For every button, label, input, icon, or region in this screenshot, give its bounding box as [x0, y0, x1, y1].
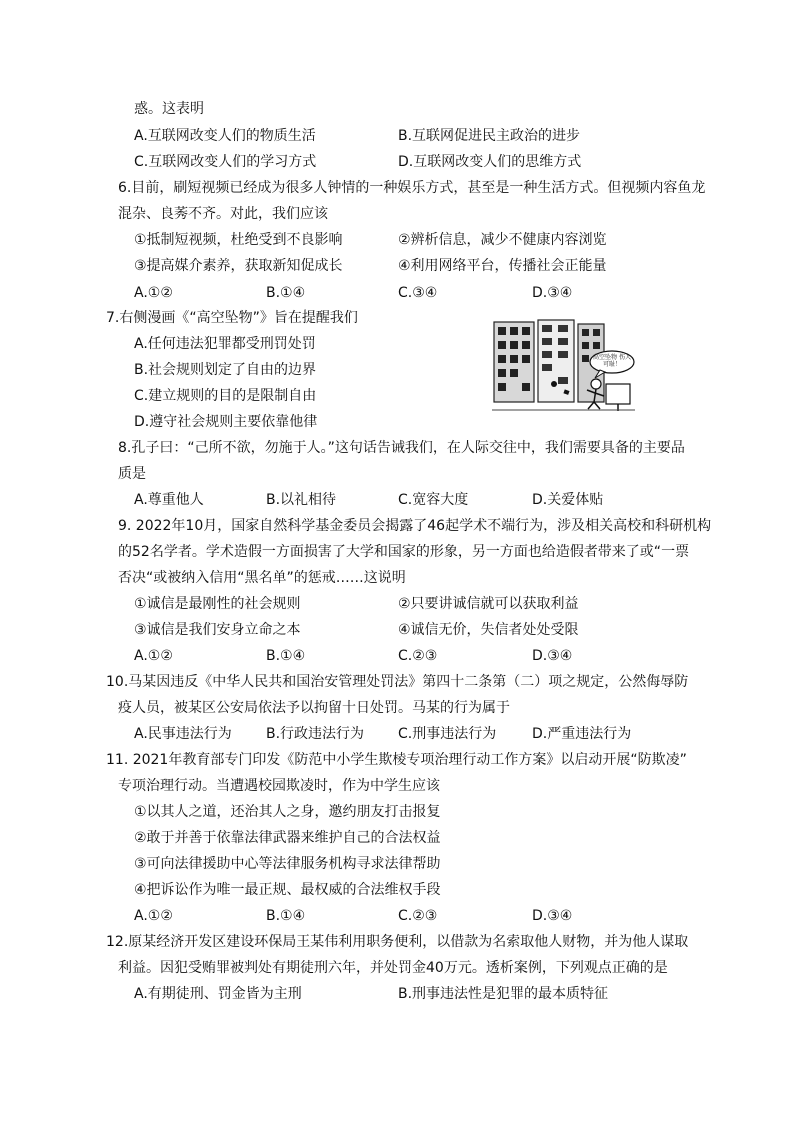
q8-stem-line-1: 8.孔子曰：“己所不欲，勿施于人。”这句话告诫我们，在人际交往中，我们需要具备的主要品 [118, 440, 685, 456]
q12-stem-line-1: 12.原某经济开发区建设环保局王某伟利用职务便利，以借款为名索取他人财物，并为他人谋取 [106, 934, 689, 950]
q6-stem-line-1: 6.目前，刷短视频已经成为很多人钟情的一种娱乐方式，甚至是一种生活方式。但视频内容鱼龙 [118, 180, 706, 196]
q7-stem: 7.右侧漫画《“高空坠物”》旨在提醒我们 [106, 310, 358, 326]
q6-option-c: C.③④ [398, 285, 438, 301]
q8-option-d: D.关爱体贴 [532, 492, 604, 508]
q11-option-c: C.②③ [398, 908, 438, 924]
q11-statement-1: ①以其人之道，还治其人之身，邀约朋友打击报复 [134, 804, 441, 820]
q5-option-d: D.互联网改变人们的思维方式 [398, 154, 582, 170]
q12-option-b: B.刑事违法性是犯罪的最本质特征 [398, 986, 609, 1002]
q11-stem-line-2: 专项治理行动。当遭遇校园欺凌时，作为中学生应该 [118, 778, 440, 794]
q9-statement-4: ④诚信无价，失信者处处受限 [398, 622, 579, 638]
q5-option-c: C.互联网改变人们的学习方式 [134, 154, 317, 170]
q9-stem-line-2: 的52名学者。学术造假一方面损害了大学和国家的形象，另一方面也给造假者带来了或“一票 [118, 544, 690, 560]
q10-option-c: C.刑事违法行为 [398, 726, 497, 742]
q6-statement-1: ①抵制短视频，杜绝受到不良影响 [134, 232, 343, 248]
q9-statement-3: ③诚信是我们安身立命之本 [134, 622, 301, 638]
q9-statement-2: ②只要讲诚信就可以获取利益 [398, 596, 579, 612]
q6-option-a: A.①② [134, 285, 173, 301]
q7-option-b: B.社会规则划定了自由的边界 [134, 362, 317, 378]
q10-option-d: D.严重违法行为 [532, 726, 632, 742]
q9-statement-1: ①诚信是最刚性的社会规则 [134, 596, 301, 612]
q11-statement-3: ③可向法律援助中心等法律服务机构寻求法律帮助 [134, 856, 441, 872]
q12-stem-line-2: 利益。因犯受贿罪被判处有期徒刑六年，并处罚金40万元。透析案例，下列观点正确的是 [118, 960, 668, 976]
q8-stem-line-2: 质是 [118, 466, 146, 482]
q5-option-a: A.互联网改变人们的物质生活 [134, 128, 316, 144]
q7-option-a: A.任何违法犯罪都受刑罚处罚 [134, 336, 316, 352]
q11-option-b: B.①④ [266, 908, 306, 924]
q7-option-c: C.建立规则的目的是限制自由 [134, 388, 317, 404]
q9-stem-line-3: 否决“或被纳入信用“黑名单”的惩戒……这说明 [118, 570, 406, 586]
q9-option-d: D.③④ [532, 648, 573, 664]
cartoon-speech-bubble-text: 高空坠物 伤人可耻！ [593, 354, 631, 368]
q6-statement-3: ③提高媒介素养，获取新知促成长 [134, 258, 343, 274]
q12-option-a: A.有期徒刑、罚金皆为主刑 [134, 986, 302, 1002]
q8-option-a: A.尊重他人 [134, 492, 204, 508]
q6-option-b: B.①④ [266, 285, 306, 301]
q10-option-a: A.民事违法行为 [134, 726, 232, 742]
q8-option-c: C.宽容大度 [398, 492, 469, 508]
q7-option-d: D.遵守社会规则主要依靠他律 [134, 414, 318, 430]
q9-stem-line-1: 9. 2022年10月，国家自然科学基金委员会揭露了46起学术不端行为，涉及相关高校和科研机构 [118, 518, 712, 534]
q6-statement-4: ④利用网络平台，传播社会正能量 [398, 258, 607, 274]
q11-option-d: D.③④ [532, 908, 573, 924]
q6-statement-2: ②辨析信息，减少不健康内容浏览 [398, 232, 607, 248]
q6-option-d: D.③④ [532, 285, 573, 301]
q11-statement-4: ④把诉讼作为唯一最正规、最权威的合法维权手段 [134, 882, 441, 898]
q10-option-b: B.行政违法行为 [266, 726, 365, 742]
q11-stem-line-1: 11. 2021年教育部专门印发《防范中小学生欺棱专项治理行动工作方案》以启动开展“防欺凌” [106, 752, 687, 768]
q9-option-a: A.①② [134, 648, 173, 664]
q5-stem-tail: 惑。这表明 [134, 101, 204, 117]
q8-option-b: B.以礼相待 [266, 492, 337, 508]
q10-stem-line-2: 疫人员，被某区公安局依法予以拘留十日处罚。马某的行为属于 [118, 700, 510, 716]
q10-stem-line-1: 10.马某因违反《中华人民共和国治安管理处罚法》第四十二条第（二）项之规定，公然侮辱防 [106, 674, 689, 690]
q5-option-b: B.互联网促进民主政治的进步 [398, 128, 581, 144]
q9-option-b: B.①④ [266, 648, 306, 664]
high-altitude-falling-objects-cartoon [492, 318, 635, 412]
q11-option-a: A.①② [134, 908, 173, 924]
q6-stem-line-2: 混杂、良莠不齐。对此，我们应该 [118, 206, 328, 222]
q9-option-c: C.②③ [398, 648, 438, 664]
q11-statement-2: ②敢于并善于依靠法律武器来维护自己的合法权益 [134, 830, 441, 846]
